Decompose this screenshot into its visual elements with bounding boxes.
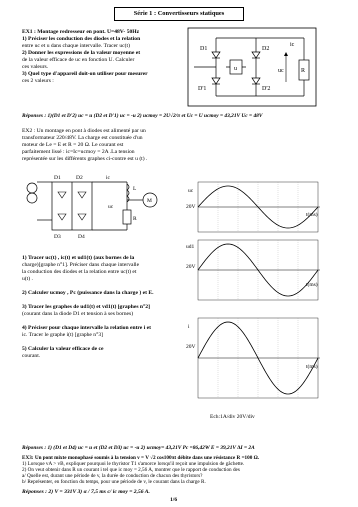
ex1-answer: Réponses : 1)(D1 et D'2) uc = u (D2 et D'1) uc = -u 2) ucmoy = 2U√2/π et Uc = U ucmoy = 43,21V Uc = 48V (22, 113, 263, 119)
diode-d3-icon (58, 214, 66, 220)
label-d1: D1 (54, 175, 61, 181)
ex1-line: ces 2 valeurs : (22, 78, 54, 84)
ex2-line: parfaitement lissé : ic=Ic=ucmoy = 2A .La tension (22, 149, 135, 155)
label-uc: uc (108, 204, 114, 210)
page-title: Série 1 : Convertisseurs statiques (114, 7, 244, 21)
ex1-line: EX1 : Montage redresseur en pont. U=48V- 50Hz (22, 29, 140, 35)
label-d2p: D'2 (262, 86, 271, 92)
label-r: R (133, 216, 137, 222)
ex2-question: charge)[graphe n°1]. Préciser dans chaque intervalle (22, 262, 140, 268)
graph2-scale: 20V (186, 264, 196, 270)
ex2-question: courant. (22, 353, 41, 359)
ex2-question: 1) Tracer uc(t) , ic(t) et ud1(t) (aux bornes de la (22, 255, 135, 261)
ex2-question: 4) Préciser pour chaque intervalle la relation entre i et (22, 325, 151, 331)
ex2-question: la conduction des diodes et la relation entre uc(t) et (22, 269, 137, 275)
page-number: 1/6 (170, 497, 178, 503)
ex2-line: EX2 : Un montage en pont à diodes est alimenté par un (22, 128, 146, 134)
graph1-axis: uc (188, 188, 194, 194)
diode-d2-icon (78, 192, 86, 198)
graph1-scale: 20V (186, 204, 196, 210)
label-d3: D3 (54, 234, 61, 240)
graph2-axis: ud1 (186, 244, 195, 250)
ex3-line: b/ Représenter, en fonction du temps, pour une période de v, le courant dans la charge R. (22, 479, 206, 485)
ex2-line: transformateur 220/48V. La charge est constituée d'un (22, 135, 143, 141)
ex3-line: EX3: Un pont mixte monophasé soumis à la tension v = V √2 cos100πt débite dans une résistance R =100 Ω. (22, 455, 260, 461)
diode-d2p-icon (252, 78, 260, 84)
label-d2: D2 (76, 175, 83, 181)
ex2-question: ic. Tracer le graphe i(t) [graphe n°3] (22, 332, 103, 338)
ex2-question: 2) Calculer ucmoy , Pc (puissance dans la charge ) et E. (22, 290, 154, 296)
label-ic: ic (106, 175, 110, 181)
diode-d2-icon (252, 52, 260, 58)
ex2-line: représentée sur les différents graphes ci-contre est u (t) . (22, 156, 148, 162)
ex2-question: u(t) . (22, 276, 33, 282)
ex1-line: 2) Donner les expressions de la valeur moyenne et (22, 50, 141, 56)
graph2-t: t(ms) (306, 282, 318, 288)
graph3-scale: 20V (186, 344, 196, 350)
label-l: L (133, 186, 137, 192)
ex1-line: 1) Préciser les conduction des diodes et la relation (22, 36, 141, 42)
diode-d1p-icon (212, 78, 220, 84)
ex2-question: 5) Calculer la valeur efficace de ce (22, 346, 104, 352)
label-r: R (301, 68, 306, 74)
ex1-line: de la valeur efficace de uc en fonction U. Calculer (22, 57, 135, 63)
label-d1p: D'1 (198, 86, 207, 92)
graph1-t: t(ms) (306, 212, 318, 218)
label-m: M (147, 198, 152, 204)
label-d1: D1 (200, 46, 208, 52)
label-u: u (234, 66, 237, 72)
ex2-question: (courant dans la diode D1 et tension à ses bornes) (22, 311, 134, 317)
ex3-answer: Réponses : 2) V = 331V 3) α / 7,5 ms c/ ic moy = 2,56 A. (22, 489, 150, 495)
ex1-line: entre uc et u dans chaque intervalle. Tracer uc(t) (22, 43, 130, 49)
graph3-axis: i (188, 324, 190, 330)
ex2-answer: Réponses : 1) (D1 et D4) uc = u et (D2 et D3) uc = -u 2) ucmoy= 43,21V Pc =86,42W E = 39,21V ∆I = 2A (22, 445, 255, 451)
label-ic: ic (290, 42, 295, 48)
diode-d1-icon (58, 192, 66, 198)
diode-d1-icon (212, 52, 220, 58)
label-uc: uc (278, 68, 284, 74)
diode-d4-icon (78, 214, 86, 220)
graph3-t: t(ms) (306, 364, 318, 370)
ex1-bridge-circuit (186, 26, 318, 108)
label-d2: D2 (262, 46, 270, 52)
label-d4: D4 (78, 234, 85, 240)
ex3-line: 2) On veut obtenir dans R un courant i tel que ic moy = 2,56 A, montrer que le rapport de conduction des (22, 467, 240, 473)
ex1-line: 3) Quel type d'appareil doit-on utiliser pour mesurer (22, 71, 148, 77)
ex2-question: 3) Tracer les graphes de ud1(t) et vd1(t) [graphes n°2] (22, 304, 150, 310)
ex1-line: ces valeurs. (22, 64, 49, 70)
ex3-line: 1) Lorsque vA > vB, expliquer pourquoi le thyristor T1 s'amorce lorsqu'il reçoit une impulsion de gâchette. (22, 461, 245, 467)
ex2-graphs (178, 168, 338, 430)
resistor-icon (123, 210, 131, 224)
transformer-icon (27, 183, 37, 203)
ex2-line: moteur de Le = E et R = 20 Ω. Le courant est (22, 142, 124, 148)
ex2-circuit (22, 170, 172, 240)
ex3-line: a/ Quelle est, durant une période de v, la durée de conduction de chacun des thyristors? (22, 473, 203, 479)
graph-scale-note: Ech:1A/div 20V/div (210, 414, 255, 420)
